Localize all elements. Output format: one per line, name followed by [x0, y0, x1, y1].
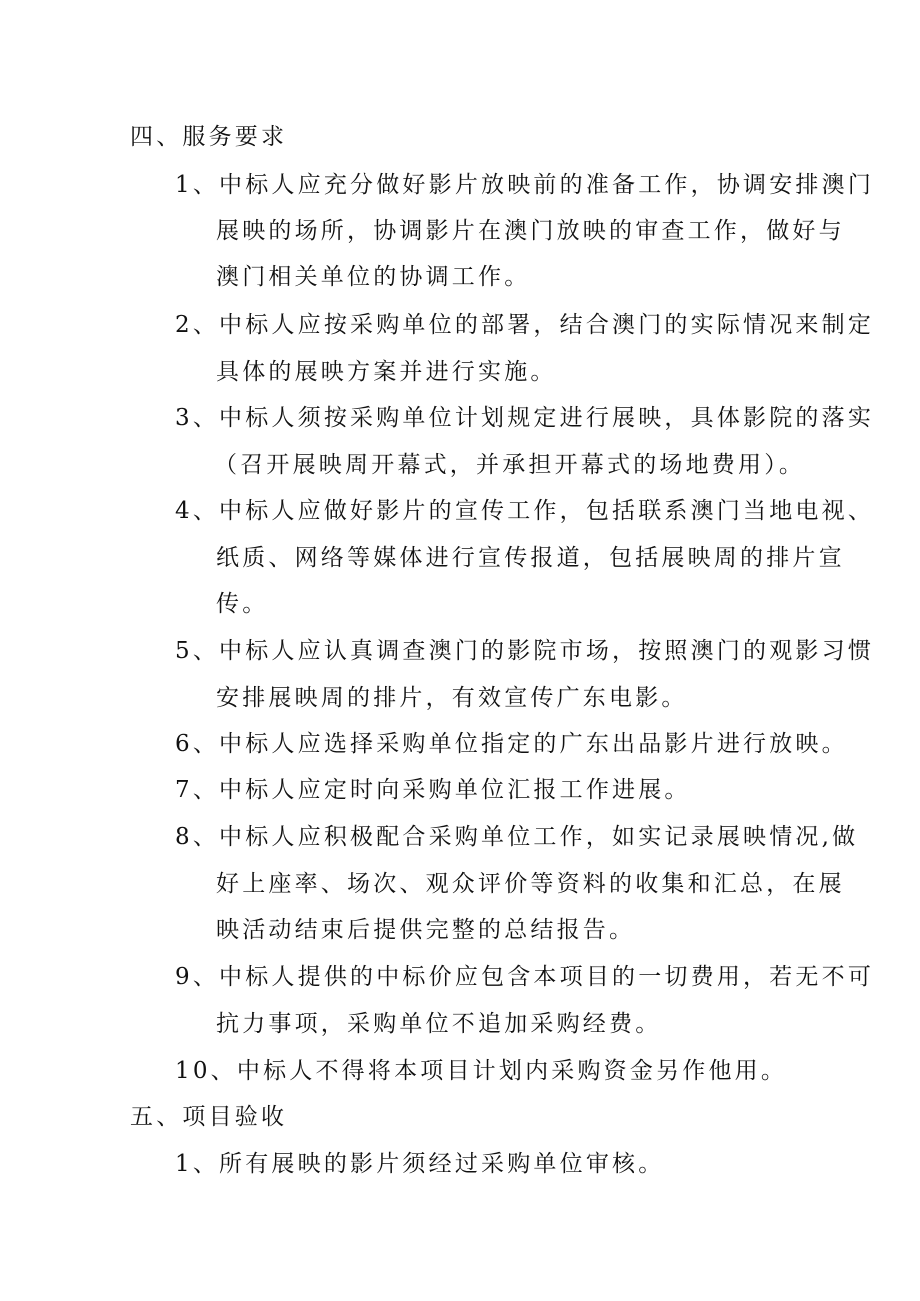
list-item-line: 1、所有展映的影片须经过采购单位审核。: [175, 1151, 665, 1177]
section-heading: 五、项目验收: [130, 1104, 288, 1130]
list-item-line: 3、中标人须按采购单位计划规定进行展映，具体影院的落实: [175, 405, 875, 431]
list-item-line: 7、中标人应定时向采购单位汇报工作进展。: [175, 777, 691, 803]
list-item-line: 具体的展映方案并进行实施。: [216, 359, 557, 385]
section-heading: 四、服务要求: [130, 124, 288, 150]
list-item-line: 映活动结束后提供完整的总结报告。: [216, 917, 636, 943]
list-item-line: 5、中标人应认真调查澳门的影院市场，按照澳门的观影习惯: [175, 638, 875, 664]
list-item-line: 澳门相关单位的协调工作。: [216, 264, 531, 290]
list-item-line: 传。: [216, 591, 269, 617]
list-item-line: 8、中标人应积极配合采购单位工作，如实记录展映情况,做: [175, 824, 859, 850]
list-item-line: 9、中标人提供的中标价应包含本项目的一切费用，若无不可: [175, 964, 875, 990]
list-item-line: （召开展映周开幕式，并承担开幕式的场地费用）。: [214, 452, 806, 478]
list-item-line: 展映的场所，协调影片在澳门放映的审查工作，做好与: [216, 218, 845, 244]
list-item-line: 安排展映周的排片，有效宣传广东电影。: [216, 685, 688, 711]
list-item-line: 好上座率、场次、观众评价等资料的收集和汇总，在展: [216, 871, 845, 897]
list-item-line: 抗力事项，采购单位不追加采购经费。: [216, 1011, 662, 1037]
list-item-line: 4、中标人应做好影片的宣传工作，包括联系澳门当地电视、: [175, 498, 875, 524]
list-item-line: 1、中标人应充分做好影片放映前的准备工作，协调安排澳门: [175, 172, 875, 198]
list-item-line: 2、中标人应按采购单位的部署，结合澳门的实际情况来制定: [175, 312, 875, 338]
list-item-line: 纸质、网络等媒体进行宣传报道，包括展映周的排片宣: [216, 545, 845, 571]
list-item-line: 10、中标人不得将本项目计划内采购资金另作他用。: [175, 1058, 788, 1084]
list-item-line: 6、中标人应选择采购单位指定的广东出品影片进行放映。: [175, 731, 848, 757]
